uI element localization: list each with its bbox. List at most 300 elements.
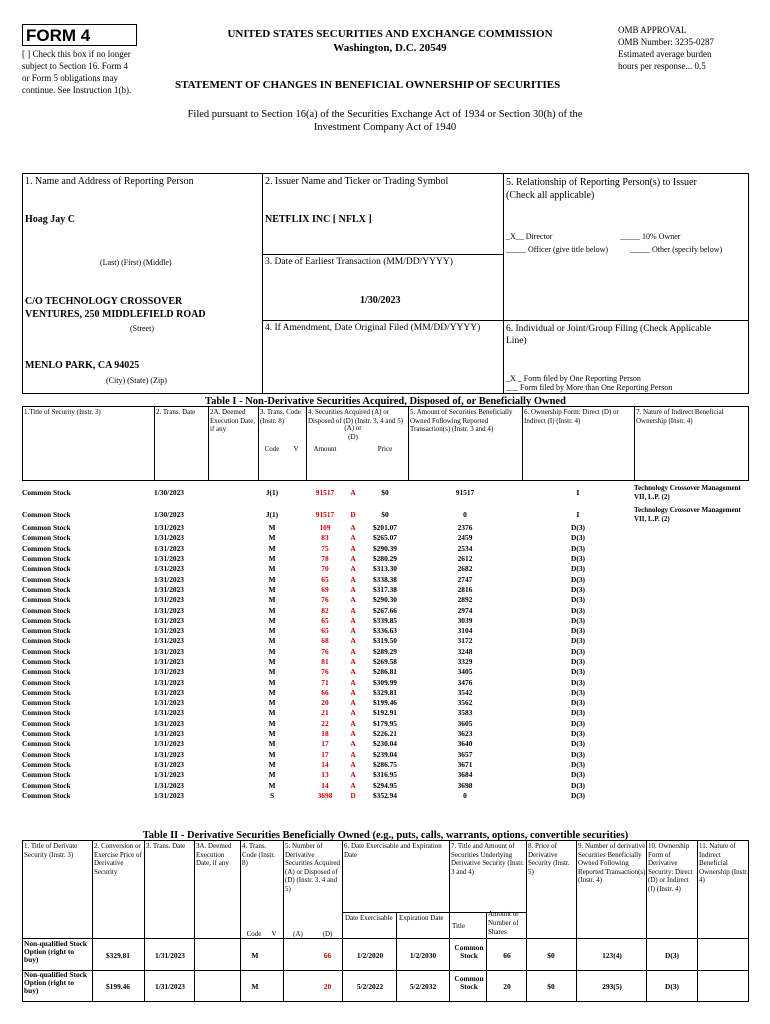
nature-indirect xyxy=(634,688,749,698)
price: $230.04 xyxy=(372,739,398,749)
trans-code: M xyxy=(268,595,276,605)
amount: 65 xyxy=(321,615,329,625)
deemed-date xyxy=(208,739,258,749)
trans-code: M xyxy=(268,708,276,718)
amount: 65 xyxy=(321,626,329,636)
check-box-notice: [ ] Check this box if no longer subject to Section 16. Form 4 or Form 5 obligations may continue. See Instruction 1(b). xyxy=(22,49,132,95)
trans-v xyxy=(286,750,306,760)
exercise-price: $199.46 xyxy=(105,982,131,991)
table-row xyxy=(22,688,749,698)
trans-code: M xyxy=(268,687,276,697)
table-row xyxy=(22,544,749,554)
owned-following: 3605 xyxy=(457,718,473,728)
price: $201.07 xyxy=(372,523,398,533)
owned-following: 3623 xyxy=(457,729,473,739)
trans-code: M xyxy=(268,523,276,533)
security-title: Common Stock xyxy=(22,646,71,656)
trans-code: M xyxy=(268,770,276,780)
acquired-disposed: A xyxy=(350,687,356,697)
t1-sub-code: Code xyxy=(264,445,280,453)
trans-code: M xyxy=(268,626,276,636)
nature-indirect: Technology Crossover Management VII, L.P. (2) xyxy=(634,484,741,501)
price: $267.66 xyxy=(372,605,398,615)
nature-indirect xyxy=(634,729,749,739)
table-row xyxy=(22,667,749,677)
price: $226.21 xyxy=(372,729,398,739)
owned-following: 2376 xyxy=(457,523,473,533)
acquired-disposed: A xyxy=(350,523,356,533)
price: $329.81 xyxy=(372,687,398,697)
price: $289.29 xyxy=(372,646,398,656)
nature-indirect xyxy=(634,770,749,780)
amount: 71 xyxy=(321,677,329,687)
table1-rows xyxy=(22,523,749,801)
name-caption: (Last) (First) (Middle) xyxy=(100,258,172,267)
acquired-disposed: D xyxy=(350,510,356,519)
trans-date: 1/31/2023 xyxy=(155,982,185,991)
table-row xyxy=(22,791,749,801)
ownership-form: D(3) xyxy=(665,982,679,991)
trans-date: 1/31/2023 xyxy=(154,564,184,574)
price: $269.58 xyxy=(372,657,398,666)
deemed-date xyxy=(208,760,258,770)
ownership-form: D(3) xyxy=(571,770,585,780)
trans-code: M xyxy=(268,780,276,790)
amount: 21 xyxy=(321,708,329,718)
t1-sub-amount: Amount xyxy=(313,445,337,453)
price: $338.38 xyxy=(372,574,398,584)
disposed-d: 66 xyxy=(323,951,332,960)
trans-code: M xyxy=(268,543,276,553)
t2-col11: 11. Nature of Indirect Beneficial Ownership (Instr. 4) xyxy=(699,842,748,884)
trans-v xyxy=(286,574,306,584)
nature-indirect xyxy=(634,750,749,760)
ownership-form: D(3) xyxy=(571,574,585,584)
owned-following: 3248 xyxy=(457,646,473,656)
box1-label: 1. Name and Address of Reporting Person xyxy=(25,176,194,187)
trans-date: 1/31/2023 xyxy=(154,543,184,553)
trans-date: 1/31/2023 xyxy=(154,523,184,533)
deemed-date xyxy=(208,647,258,657)
security-title: Common Stock xyxy=(22,759,71,769)
t2-sub-code: Code xyxy=(246,930,262,938)
trans-date: 1/31/2023 xyxy=(154,574,184,584)
trans-date: 1/31/2023 xyxy=(154,770,184,780)
deemed-date xyxy=(208,791,258,801)
table-row xyxy=(22,750,749,760)
trans-v xyxy=(286,544,306,554)
amount: 65 xyxy=(321,574,329,584)
deemed-date xyxy=(208,770,258,780)
ownership-form: D(3) xyxy=(571,718,585,728)
owned-following: 3329 xyxy=(457,657,473,666)
table2-title: Table II - Derivative Securities Beneficially Owned (e.g., puts, calls, warrants, options, convertible securities) xyxy=(142,830,629,841)
t1-col6: 6. Ownership Form: Direct (D) or Indirect (I) (Instr. 4) xyxy=(524,408,619,425)
security-title: Common Stock xyxy=(22,780,71,790)
security-title: Common Stock xyxy=(22,523,71,533)
t2-sub-d: (D) xyxy=(322,930,333,938)
price: $290.39 xyxy=(372,543,398,553)
trans-code: M xyxy=(268,605,276,615)
nature-indirect xyxy=(634,667,749,677)
deemed-date xyxy=(208,708,258,718)
trans-code: M xyxy=(268,564,276,574)
security-title: Common Stock xyxy=(22,605,71,615)
amount: 75 xyxy=(321,543,329,553)
derivative-price: $0 xyxy=(547,982,555,991)
price: $313.30 xyxy=(372,564,398,574)
owned-following: 2974 xyxy=(457,605,473,615)
deemed-date xyxy=(208,667,258,677)
amount: 82 xyxy=(321,605,329,615)
security-title: Common Stock xyxy=(22,667,71,677)
security-title: Common Stock xyxy=(22,790,71,800)
acquired-disposed: A xyxy=(350,698,356,708)
trans-date: 1/31/2023 xyxy=(154,605,184,615)
filed-pursuant: Filed pursuant to Section 16(a) of the Securities Exchange Act of 1934 or Section 30(h) of the Investment Company Act of 1940 xyxy=(187,109,583,133)
ownership-form: D(3) xyxy=(571,626,585,636)
reporter-name: Hoag Jay C xyxy=(25,214,75,225)
security-title: Common Stock xyxy=(22,595,71,605)
trans-date: 1/31/2023 xyxy=(154,584,184,594)
acquired-disposed: A xyxy=(350,615,356,625)
acquired-disposed: A xyxy=(350,657,356,666)
trans-v xyxy=(286,626,306,636)
owned-following: 2682 xyxy=(457,564,473,574)
price: $179.95 xyxy=(372,718,398,728)
exercise-price: $329.81 xyxy=(105,951,131,960)
trans-v xyxy=(286,698,306,708)
trans-date: 1/31/2023 xyxy=(154,636,184,646)
amount: 17 xyxy=(321,739,329,749)
trans-v xyxy=(286,657,306,667)
table-row xyxy=(22,585,749,595)
ownership-form: D(3) xyxy=(571,543,585,553)
price: $286.75 xyxy=(372,759,398,769)
form-label-box xyxy=(22,24,137,46)
box3-label: 3. Date of Earliest Transaction (MM/DD/YYYY) xyxy=(265,257,453,267)
table-row xyxy=(22,780,749,790)
acquired-disposed: A xyxy=(350,780,356,790)
trans-v xyxy=(286,760,306,770)
ownership-form: D(3) xyxy=(571,584,585,594)
price: $294.95 xyxy=(372,780,398,790)
security-title: Common Stock xyxy=(22,729,71,739)
derivative-price: $0 xyxy=(547,951,555,960)
t2-sub-exercisable: Date Exercisable xyxy=(345,914,393,922)
ownership-form: D(3) xyxy=(571,687,585,697)
nature-indirect xyxy=(634,544,749,554)
trans-date: 1/31/2023 xyxy=(154,667,184,677)
ownership-form: D(3) xyxy=(571,564,585,574)
deemed-date xyxy=(208,585,258,595)
nature-indirect xyxy=(634,760,749,770)
deemed-date xyxy=(208,554,258,564)
owned-following: 3405 xyxy=(457,667,473,677)
trans-code: M xyxy=(268,615,276,625)
amount: 70 xyxy=(321,564,329,574)
price: $339.85 xyxy=(372,615,398,625)
nature-indirect xyxy=(634,698,749,708)
security-title: Common Stock xyxy=(22,749,71,759)
owned-following: 0 xyxy=(463,510,467,519)
security-title: Common Stock xyxy=(22,636,71,646)
security-title: Common Stock xyxy=(22,687,71,697)
acquired-disposed: A xyxy=(350,554,356,564)
trans-code: M xyxy=(268,729,276,739)
amount: 76 xyxy=(321,595,329,605)
amount: 14 xyxy=(321,780,329,790)
deemed-date xyxy=(208,616,258,626)
security-title: Common Stock xyxy=(22,677,71,687)
owned-following: 2816 xyxy=(457,584,473,594)
street-caption: (Street) xyxy=(130,324,154,333)
trans-date: 1/31/2023 xyxy=(154,657,184,666)
owned-following: 2534 xyxy=(457,543,473,553)
trans-date: 1/30/2023 xyxy=(154,510,184,519)
t2-sub-v: V xyxy=(271,930,277,938)
price: $199.46 xyxy=(372,698,398,708)
table-row xyxy=(22,657,749,667)
acquired-disposed: D xyxy=(350,790,356,800)
table1-title: Table I - Non-Derivative Securities Acquired, Disposed of, or Beneficially Owned xyxy=(205,396,566,407)
owned-following: 2612 xyxy=(457,554,473,564)
table-row xyxy=(22,770,749,780)
amount: 66 xyxy=(321,687,329,697)
nature-indirect xyxy=(634,791,749,801)
t2-col6: 6. Date Exercisable and Expiration Date xyxy=(344,842,442,859)
acquired-disposed: A xyxy=(350,667,356,677)
nature-indirect xyxy=(634,564,749,574)
table-row xyxy=(22,533,749,543)
statement-title: STATEMENT OF CHANGES IN BENEFICIAL OWNERSHIP OF SECURITIES xyxy=(175,79,561,91)
acquired-disposed: A xyxy=(350,488,356,497)
amount: 76 xyxy=(321,667,329,677)
trans-date: 1/31/2023 xyxy=(154,626,184,636)
trans-code: M xyxy=(268,677,276,687)
acquired-disposed: A xyxy=(350,759,356,769)
table-row xyxy=(22,760,749,770)
box4-label: 4. If Amendment, Date Original Filed (MM/DD/YYYY) xyxy=(265,323,481,333)
ownership-form: D(3) xyxy=(571,698,585,708)
security-title: Common Stock xyxy=(22,615,71,625)
trans-v xyxy=(286,554,306,564)
deemed-date xyxy=(208,677,258,687)
amount: 18 xyxy=(321,729,329,739)
nature-indirect xyxy=(634,574,749,584)
ownership-form: D(3) xyxy=(571,657,585,666)
city-caption: (City) (State) (Zip) xyxy=(106,376,167,385)
option-title: Non-qualified Stock Option (right to buy) xyxy=(24,970,88,995)
nature-indirect xyxy=(634,647,749,657)
deemed-date xyxy=(208,544,258,554)
table-row xyxy=(22,574,749,584)
ownership-form: D(3) xyxy=(571,708,585,718)
price: $309.99 xyxy=(372,677,398,687)
deemed-date xyxy=(208,657,258,667)
security-title: Common Stock xyxy=(22,510,71,519)
amount: 14 xyxy=(321,759,329,769)
deemed-date xyxy=(208,626,258,636)
trans-date: 1/31/2023 xyxy=(154,615,184,625)
acquired-disposed: A xyxy=(350,749,356,759)
expiration-date: 5/2/2032 xyxy=(409,982,437,991)
price: $192.91 xyxy=(372,708,398,718)
rel-director[interactable]: _X__ Director xyxy=(506,232,553,241)
ownership-form: D(3) xyxy=(571,636,585,646)
trans-v xyxy=(286,605,306,615)
trans-v xyxy=(286,616,306,626)
derivative-owned: 293(5) xyxy=(602,982,622,991)
underlying-shares: 66 xyxy=(503,951,511,960)
amount: 17 xyxy=(321,749,329,759)
nature-indirect xyxy=(634,533,749,543)
trans-date: 1/30/2023 xyxy=(154,488,184,497)
ownership-form: D(3) xyxy=(571,790,585,800)
deemed-date xyxy=(208,574,258,584)
trans-v xyxy=(286,523,306,533)
trans-code: J(1) xyxy=(265,488,279,497)
owned-following: 3476 xyxy=(457,677,473,687)
disposed-d: 20 xyxy=(323,982,332,991)
security-title: Common Stock xyxy=(22,708,71,718)
trans-code: M xyxy=(268,554,276,564)
security-title: Common Stock xyxy=(22,739,71,749)
trans-v xyxy=(286,595,306,605)
trans-v xyxy=(286,636,306,646)
deemed-date xyxy=(208,636,258,646)
trans-date: 1/31/2023 xyxy=(154,698,184,708)
owned-following: 3562 xyxy=(457,698,473,708)
t2-col4: 4. Trans. Code (Instr. 8) xyxy=(242,842,276,867)
deemed-date xyxy=(208,605,258,615)
t2-col2: 2. Conversion or Exercise Price of Derivative Security xyxy=(94,842,142,876)
deemed-date xyxy=(208,523,258,533)
t1-col7: 7. Nature of Indirect Beneficial Ownership (Instr. 4) xyxy=(636,408,724,425)
trans-code: S xyxy=(269,790,275,800)
underlying-shares: 20 xyxy=(503,982,511,991)
owned-following: 3583 xyxy=(457,708,473,718)
t1-sub-v: V xyxy=(293,445,299,453)
trans-v xyxy=(286,564,306,574)
trans-code: M xyxy=(268,657,276,666)
earliest-date: 1/30/2023 xyxy=(360,295,401,306)
t1-col4: 4. Securities Acquired (A) or Disposed of (D) (Instr. 3, 4 and 5) xyxy=(308,408,404,425)
amount: 81 xyxy=(321,657,329,666)
trans-v xyxy=(286,739,306,749)
acquired-disposed: A xyxy=(350,770,356,780)
deemed-date xyxy=(208,719,258,729)
trans-v xyxy=(286,533,306,543)
ownership-form: D(3) xyxy=(571,749,585,759)
acquired-disposed: A xyxy=(350,595,356,605)
table-row xyxy=(22,595,749,605)
nature-indirect xyxy=(634,677,749,687)
ownership-form: D(3) xyxy=(665,951,679,960)
ownership-form: D(3) xyxy=(571,615,585,625)
filing-more[interactable]: ___ Form filed by More than One Reporting Person xyxy=(506,383,673,392)
rel-officer[interactable]: _____ Officer (give title below) xyxy=(506,245,609,254)
nature-indirect xyxy=(634,523,749,533)
table-row xyxy=(22,616,749,626)
trans-date: 1/31/2023 xyxy=(154,718,184,728)
trans-code: M xyxy=(268,739,276,749)
acquired-disposed: A xyxy=(350,564,356,574)
amount: 109 xyxy=(319,523,331,533)
ownership-form: I xyxy=(576,510,580,519)
trans-v xyxy=(286,791,306,801)
rel-ten-pct[interactable]: _____ 10% Owner xyxy=(620,232,681,241)
acquired-disposed: A xyxy=(350,636,356,646)
trans-date: 1/31/2023 xyxy=(154,759,184,769)
acquired-disposed: A xyxy=(350,574,356,584)
acquired-disposed: A xyxy=(350,584,356,594)
ownership-form: D(3) xyxy=(571,533,585,543)
owned-following: 3640 xyxy=(457,739,473,749)
option-title: Non-qualified Stock Option (right to buy) xyxy=(24,939,88,964)
security-title: Common Stock xyxy=(22,584,71,594)
price: $239.04 xyxy=(372,749,398,759)
deemed-date xyxy=(208,750,258,760)
trans-v xyxy=(286,780,306,790)
trans-date: 1/31/2023 xyxy=(154,739,184,749)
trans-date: 1/31/2023 xyxy=(154,749,184,759)
table-row xyxy=(22,554,749,564)
nature-indirect xyxy=(634,636,749,646)
price: $0 xyxy=(381,488,389,497)
ownership-form: D(3) xyxy=(571,605,585,615)
trans-date: 1/31/2023 xyxy=(154,780,184,790)
t1-sub-aord: (A) or (D) xyxy=(344,424,362,441)
acquired-disposed: A xyxy=(350,605,356,615)
table-row xyxy=(22,729,749,739)
price: $336.63 xyxy=(372,626,398,636)
trans-v xyxy=(286,482,306,504)
t2-sub-title: Title xyxy=(452,922,465,930)
owned-following: 3671 xyxy=(457,759,473,769)
owned-following: 3039 xyxy=(457,615,473,625)
trans-date: 1/31/2023 xyxy=(154,729,184,739)
trans-date: 1/31/2023 xyxy=(154,708,184,718)
trans-code: M xyxy=(251,951,259,960)
filing-one[interactable]: _X _ Form filed by One Reporting Person xyxy=(506,374,641,383)
security-title: Common Stock xyxy=(22,626,71,636)
price: $352.94 xyxy=(372,790,398,800)
t2-col7: 7. Title and Amount of Securities Underlying Derivative Security (Instr. 3 and 4) xyxy=(451,842,524,876)
form-label: FORM 4 xyxy=(26,26,91,45)
price: $317.38 xyxy=(372,584,398,594)
deemed-date xyxy=(208,564,258,574)
omb-approval: OMB APPROVAL OMB Number: 3235-0287 Estimated average burden hours per response... 0.5 xyxy=(618,25,714,71)
table1-indirect xyxy=(22,482,749,526)
t2-col9: 9. Number of derivative Securities Beneficially Owned Following Reported Transaction(s) (Instr. 4) xyxy=(578,842,646,884)
table-row xyxy=(22,647,749,657)
deemed-date xyxy=(208,780,258,790)
amount: 91517 xyxy=(315,510,335,519)
owned-following: 2459 xyxy=(457,533,473,543)
trans-date: 1/31/2023 xyxy=(154,646,184,656)
ownership-form: D(3) xyxy=(571,667,585,677)
acquired-disposed: A xyxy=(350,533,356,543)
acquired-disposed: A xyxy=(350,677,356,687)
t2-sub-amount: Amount or Number of Shares xyxy=(488,910,519,936)
table-row xyxy=(22,698,749,708)
date-exercisable: 1/2/2020 xyxy=(356,951,384,960)
expiration-date: 1/2/2030 xyxy=(409,951,437,960)
table-row xyxy=(22,626,749,636)
amount: 69 xyxy=(321,584,329,594)
rel-other[interactable]: _____ Other (specify below) xyxy=(630,245,723,254)
